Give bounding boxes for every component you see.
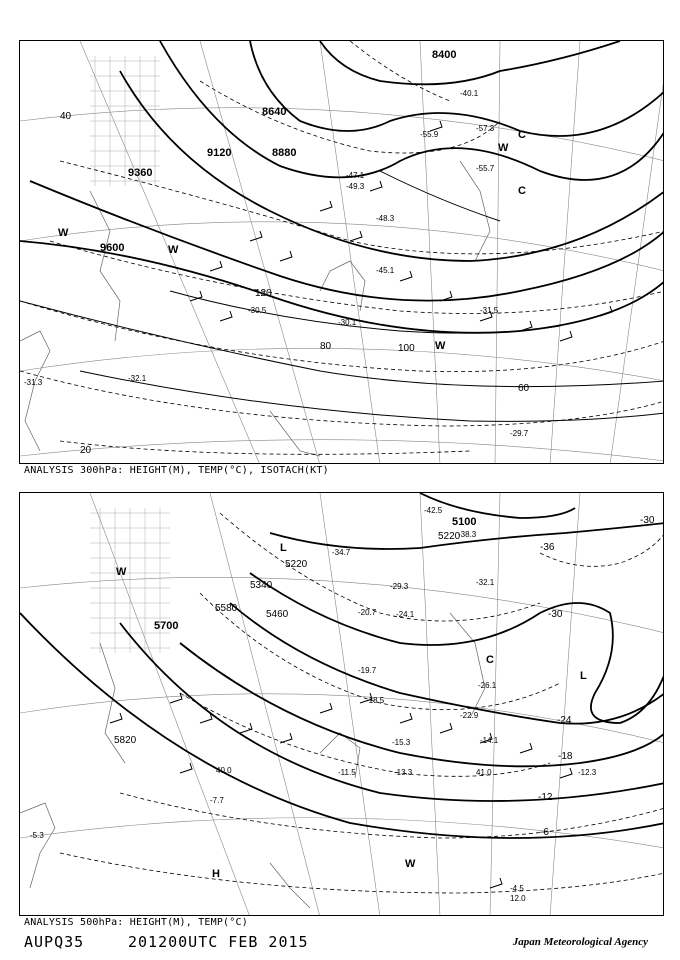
station-value: 12.0 [510, 894, 526, 903]
height-label: 5700 [154, 620, 179, 632]
product-code: AUPQ35 [24, 933, 85, 951]
lower-temp-contour-labels [538, 515, 655, 838]
height-label: 8880 [272, 147, 297, 159]
temp-label: -30.1 [338, 318, 357, 327]
lower-height-contours [20, 493, 664, 838]
station-value: -11.5 [338, 768, 356, 777]
station-value: -13.3 [394, 768, 413, 777]
station-value: -15.3 [392, 738, 411, 747]
system-letter: C [518, 185, 526, 197]
temp-contour-label: -24 [557, 715, 572, 726]
temp-label: -45.1 [376, 266, 395, 275]
lower-chart-panel [19, 492, 664, 916]
station-value: -32.1 [476, 578, 495, 587]
station-value: -4.5 [510, 884, 524, 893]
temp-label: -31.3 [24, 378, 43, 387]
lower-system-letters [116, 542, 587, 880]
temp-label: -55.9 [420, 130, 439, 139]
lower-height-labels [114, 516, 476, 746]
valid-time: 201200UTC FEB 2015 [128, 933, 309, 951]
temp-label: -47.1 [346, 171, 365, 180]
upper-temp-labels [24, 89, 529, 438]
station-value: -26.1 [478, 681, 497, 690]
system-letter: L [280, 542, 287, 554]
height-label: 9360 [128, 167, 153, 179]
system-letter: W [435, 340, 446, 352]
system-letter: W [405, 858, 416, 870]
system-letter: H [212, 868, 220, 880]
lower-chart-caption: ANALYSIS 500hPa: HEIGHT(M), TEMP(°C) [24, 917, 248, 928]
height-label: 5820 [114, 735, 137, 746]
upper-chart-caption: ANALYSIS 300hPa: HEIGHT(M), TEMP(°C), ISOTACH(KT) [24, 465, 329, 476]
temp-label: -29.7 [510, 429, 529, 438]
height-label: 8640 [262, 106, 287, 118]
station-value: -38.3 [458, 530, 477, 539]
height-label: 5340 [250, 580, 273, 591]
isotach-label: 100 [398, 343, 415, 354]
isotach-label: 120 [255, 288, 272, 299]
temp-contour-label: -6 [540, 827, 549, 838]
isotach-label: 60 [518, 383, 530, 394]
station-value: -34.7 [332, 548, 351, 557]
station-value: -5.3 [30, 831, 44, 840]
upper-height-contours [20, 41, 664, 333]
temp-label: -32.1 [128, 374, 147, 383]
station-value: -20.7 [358, 608, 377, 617]
temp-label: -57.3 [476, 124, 495, 133]
station-value: -22.9 [460, 711, 479, 720]
temp-label: -55.7 [476, 164, 495, 173]
station-value: -12.3 [578, 768, 597, 777]
system-letter: L [580, 670, 587, 682]
isotach-label: 40 [60, 111, 72, 122]
station-value: -7.7 [210, 796, 224, 805]
temp-contour-label: -30 [640, 515, 655, 526]
height-label: 5580 [215, 603, 238, 614]
upper-chart-map [20, 41, 664, 464]
temp-label: -31.5 [480, 306, 499, 315]
height-label: 9120 [207, 147, 232, 159]
station-value: -19.7 [358, 666, 377, 675]
temp-contour-label: -12 [538, 792, 553, 803]
temp-contour-label: -30 [548, 609, 563, 620]
station-value: -18.5 [366, 696, 385, 705]
upper-height-labels [100, 49, 456, 254]
isotach-label: 80 [320, 341, 332, 352]
height-label: 5100 [452, 516, 477, 528]
station-value: -24.1 [396, 610, 415, 619]
height-label: 5220 [285, 559, 308, 570]
temp-contour-label: -36 [540, 542, 555, 553]
system-letter: W [168, 244, 179, 256]
isotach-label: 20 [80, 445, 92, 456]
height-label: 9600 [100, 242, 125, 254]
temp-label: -40.1 [460, 89, 479, 98]
temp-label: -49.3 [346, 182, 365, 191]
system-letter: W [116, 566, 127, 578]
station-value: -29.3 [390, 582, 409, 591]
temp-label: -48.3 [376, 214, 395, 223]
height-label: 5220 [438, 531, 461, 542]
station-value: 40.0 [216, 766, 232, 775]
station-value: -14.1 [480, 736, 499, 745]
upper-system-letters [58, 129, 526, 352]
upper-isotach-labels [60, 111, 530, 456]
height-label: 8400 [432, 49, 457, 61]
agency-name: Japan Meteorological Agency [512, 936, 648, 948]
lower-wind-barbs [110, 693, 572, 888]
height-label: 5460 [266, 609, 289, 620]
temp-label: -30.5 [248, 306, 267, 315]
system-letter: C [486, 654, 494, 666]
station-value: 41.0 [476, 768, 492, 777]
system-letter: W [58, 227, 69, 239]
system-letter: C [518, 129, 526, 141]
temp-contour-label: -18 [558, 751, 573, 762]
upper-chart-panel [19, 40, 664, 464]
station-value: -42.5 [424, 506, 443, 515]
lower-chart-map [20, 493, 664, 916]
system-letter: W [498, 142, 509, 154]
